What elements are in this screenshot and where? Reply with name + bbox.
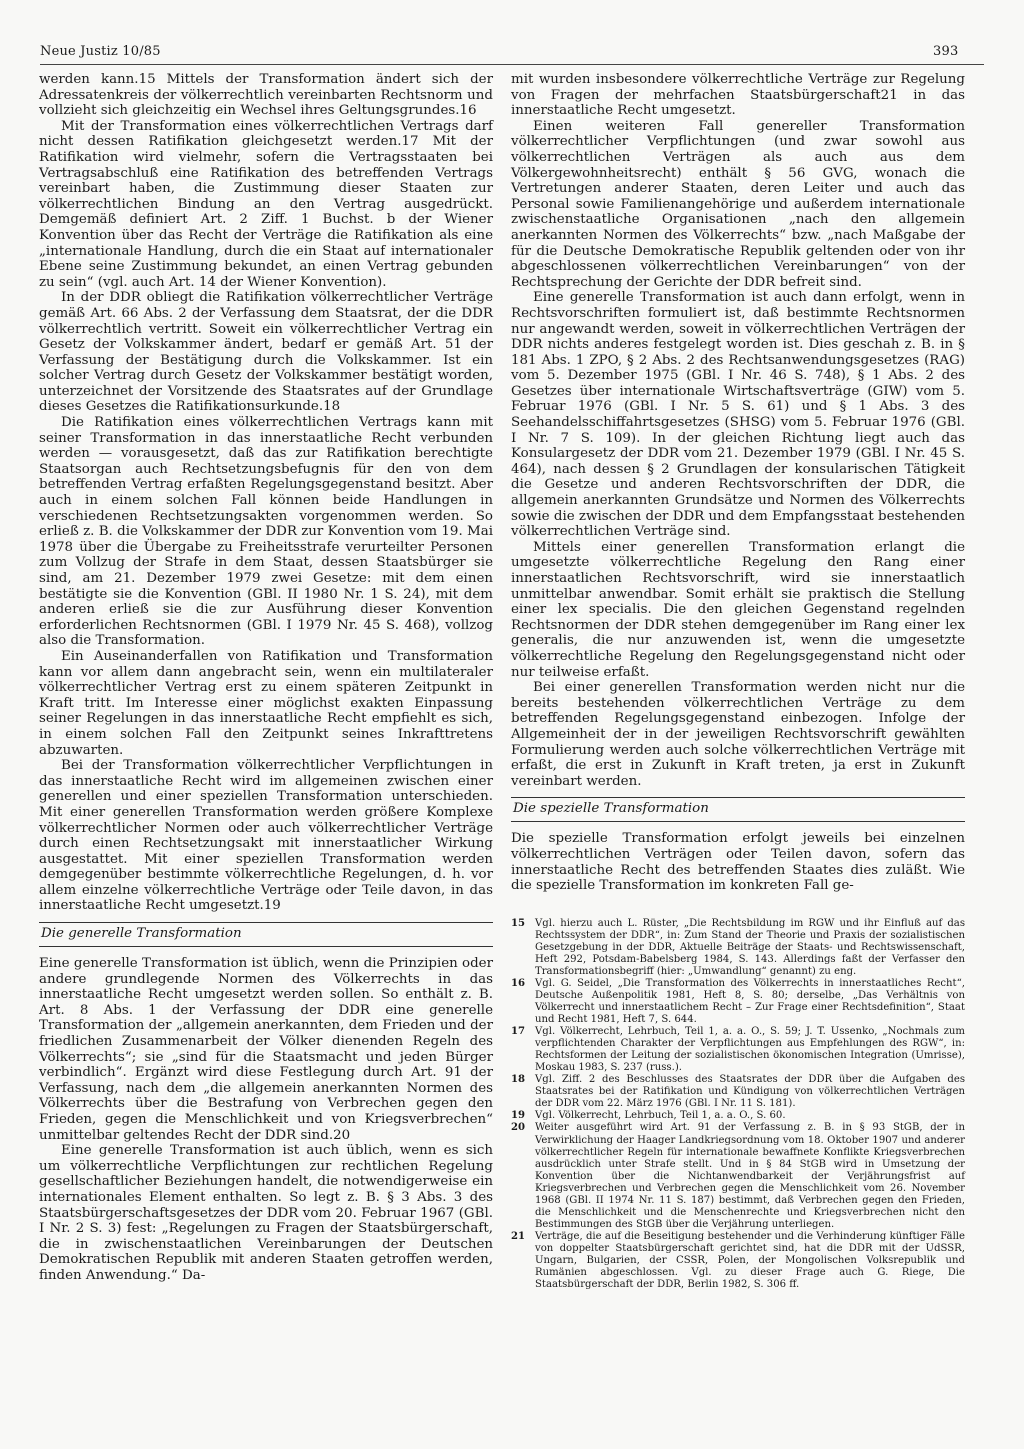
paragraph: Bei einer generellen Transformation werden nicht nur die bereits bestehenden völkerrechtlichen Verträge zu dem betreffenden Regelungsgegenstand einbezogen. Infolge der Allgemeinheit der in der jeweiligen Rechtsvorschrift gewählten Formulierung werden auch solche völkerrechtlichen Verträge mit erfaßt, die erst in Zukunft in Kraft treten, ja erst in Zukunft vereinbart werden.: [511, 680, 965, 789]
paragraph: werden kann.15 Mittels der Transformation ändert sich der Adressatenkreis der völkerrechtlich vereinbarten Rechtsnorm und vollzieht sich gleichzeitig ein Wechsel ihres Geltungsgrundes.16: [39, 72, 493, 119]
footnotes: [511, 918, 965, 1291]
section-heading-generelle: Die generelle Transformation: [39, 922, 493, 947]
paragraph: Die spezielle Transformation erfolgt jeweils bei einzelnen völkerrechtlichen Verträgen oder Teilen davon, sofern das innerstaatliche Recht des betreffenden Staates dies zuläßt. Wie die spezielle Transformation im konkreten Fall ge-: [511, 831, 965, 894]
right-column: [511, 72, 965, 1291]
paragraph: Eine generelle Transformation ist auch üblich, wenn es sich um völkerrechtliche Verpflichtungen zur rechtlichen Regelung gesellschaftlicher Beziehungen handelt, die notwendigerweise ein internationales Element enthalten. So legt z. B. § 3 Abs. 3 des Staatsbürgerschaftsgesetzes der DDR vom 20. Februar 1967 (GBl. I Nr. 2 S. 3) fest: „Regelungen zu Fragen der Staatsbürgerschaft, die in zwischenstaatlichen Vereinbarungen der Deutschen Demokratischen Republik mit anderen Staaten getroffen werden, finden Anwendung.“ Da-: [39, 1143, 493, 1283]
journal-header: Neue Justiz 10/85: [40, 44, 161, 59]
paragraph: mit wurden insbesondere völkerrechtliche Verträge zur Regelung von Fragen der mehrfachen Staatsbürgerschaft21 in das innerstaatliche Recht umgesetzt.: [511, 72, 965, 119]
right-paragraphs-top: [511, 72, 965, 789]
footnote-number: 15: [511, 917, 526, 929]
footnote: [511, 1231, 965, 1291]
paragraph: Eine generelle Transformation ist üblich, wenn die Prinzipien oder andere grundlegende Normen des Völkerrechts in das innerstaatliche Recht umgesetzt werden sollen. So enthält z. B. Art. 8 Abs. 1 der Verfassung der DDR eine generelle Transformation der „allgemein anerkannten, dem Frieden und der friedlichen Zusammenarbeit der Völker dienenden Regeln des Völkerrechts“; sie „sind für die Staatsmacht und jeden Bürger verbindlich“. Ergänzt wird diese Festlegung durch Art. 91 der Verfassung, nach dem „die allgemein anerkannten Normen des Völkerrechts über die Bestrafung von Verbrechen gegen den Frieden, gegen die Menschlichkeit und von Kriegsverbrechen“ unmittelbar geltendes Recht der DDR sind.20: [39, 956, 493, 1143]
footnote-number: 16: [511, 977, 526, 989]
paragraph: In der DDR obliegt die Ratifikation völkerrechtlicher Verträge gemäß Art. 66 Abs. 2 der Verfassung dem Staatsrat, der die DDR völkerrechtlich vertritt. Soweit ein völkerrechtlicher Vertrag ein Gesetz der Volkskammer ändert, bedarf er gemäß Art. 51 der Verfassung der Bestätigung durch die Volkskammer. Ist ein solcher Vertrag durch Gesetz der Volkskammer bestätigt worden, unterzeichnet der Vorsitzende des Staatsrates auf der Grundlage dieses Gesetzes die Ratifikationsurkunde.18: [39, 290, 493, 415]
footnote-text: Vgl. Ziff. 2 des Beschlusses des Staatsrates der DDR über die Aufgaben des Staatsrates bei der Ratifikation und Kündigung von völkerrechtlichen Verträgen der DDR vom 22. März 1976 (GBl. I Nr. 11 S. 181).: [535, 1074, 965, 1110]
footnote: [511, 978, 965, 1026]
footnote-number: 18: [511, 1074, 526, 1086]
footnote: [511, 918, 965, 978]
footnote-number: 20: [511, 1122, 526, 1134]
footnote-text: Vgl. G. Seidel, „Die Transformation des Völkerrechts in innerstaatliches Recht“, Deutsche Außenpolitik 1981, Heft 8, S. 80; derselbe, „Das Verhältnis von Völkerrecht und innerstaatlichem Recht – Zur Frage einer Rechtsdefinition“, Staat und Recht 1981, Heft 7, S. 644.: [535, 977, 965, 1026]
paragraph: Mittels einer generellen Transformation erlangt die umgesetzte völkerrechtliche Regelung den Rang einer innerstaatlichen Rechtsvorschrift, wird sie innerstaatlich unmittelbar anwendbar. Somit erhält sie praktisch die Stellung einer lex specialis. Die den gleichen Gegenstand regelnden Rechtsnormen der DDR stehen demgegenüber im Rang einer lex generalis, die nur anzuwenden ist, wenn die umgesetzte völkerrechtliche Regelung den Regelungsgegenstand nicht oder nur teilweise erfaßt.: [511, 539, 965, 680]
footnote: [511, 1074, 965, 1110]
paragraph: Eine generelle Transformation ist auch dann erfolgt, wenn in Rechtsvorschriften formuliert ist, daß bestimmte Rechtsnormen nur angewandt werden, soweit in völkerrechtlichen Verträgen der DDR nichts anderes festgelegt worden ist. Dies geschah z. B. in § 181 Abs. 1 ZPO, § 2 Abs. 2 des Rechtsanwendungsgesetzes (RAG) vom 5. Dezember 1975 (GBl. I Nr. 46 S. 748), § 1 Abs. 2 des Gesetzes über internationale Wirtschaftsverträge (GIW) vom 5. Februar 1976 (GBl. I Nr. 5 S. 61) und § 1 Abs. 3 des Seehandelsschiffahrtsgesetzes (SHSG) vom 5. Februar 1976 (GBl. I Nr. 7 S. 109). In der gleichen Richtung liegt auch das Konsulargesetz der DDR vom 21. Dezember 1979 (GBl. I Nr. 45 S. 464), nach dessen § 2 Grundlagen der konsularischen Tätigkeit die Gesetze und anderen Rechtsvorschriften der DDR, die allgemein anerkannten Grundsätze und Normen des Völkerrechts sowie die zwischen der DDR und dem Empfangsstaat bestehenden völkerrechtlichen Verträge sind.: [511, 290, 965, 540]
footnote-number: 19: [511, 1110, 526, 1122]
footnote: [511, 1110, 965, 1122]
paragraph: Einen weiteren Fall genereller Transformation völkerrechtlicher Verpflichtungen (und zwar sowohl aus völkerrechtlichen Verträgen als auch aus dem Völkergewohnheitsrecht) enthält § 56 GVG, wonach die Vertretungen anderer Staaten, deren Leiter und auch das Personal sowie Familienangehörige und außerdem internationale zwischenstaatliche Organisationen „nach den allgemein anerkannten Normen des Völkerrechts“ bzw. „nach Maßgabe der für die Deutsche Demokratische Republik geltenden oder von ihr abgeschlossenen völkerrechtlichen Vereinbarungen“ von der Rechtsprechung der Gerichte der DDR befreit sind.: [511, 118, 965, 290]
left-paragraphs-bottom: [39, 956, 493, 1283]
footnote-text: Vgl. Völkerrecht, Lehrbuch, Teil 1, a. a. O., S. 59; J. T. Ussenko, „Nochmals zum verpflichtenden Charakter der Verpflichtungen aus Empfehlungen des RGW“, in: Rechtsformen der Leitung der sozialistischen ökonomischen Integration (Umrisse), Moskau 1983, S. 237 (russ.).: [535, 1026, 965, 1074]
right-paragraphs-bottom: [511, 831, 965, 893]
paragraph: Mit der Transformation eines völkerrechtlichen Vertrags darf nicht dessen Ratifikation gleichgesetzt werden.17 Mit der Ratifikation wird vielmehr, sofern die Vertragsstaaten bei Vertragsabschluß eine Ratifikation des betreffenden Vertrags vereinbart haben, die Zustimmung dieser Staaten zur völkerrechtlichen Bindung an den Vertrag ausgedrückt. Demgemäß definiert Art. 2 Ziff. 1 Buchst. b der Wiener Konvention über das Recht der Verträge die Ratifikation als eine „internationale Handlung, durch die ein Staat auf internationaler Ebene seine Zustimmung bekundet, an einen Vertrag gebunden zu sein“ (vgl. auch Art. 14 der Wiener Konvention).: [39, 118, 493, 290]
footnote: [511, 1122, 965, 1230]
footnote-text: Weiter ausgeführt wird Art. 91 der Verfassung z. B. in § 93 StGB, der in Verwirklichung der Haager Landkriegsordnung vom 18. Oktober 1907 und anderer völkerrechtlicher Regeln für internationale bewaffnete Konflikte Kriegsverbrechen ausdrücklich unter Strafe stellt. Und in § 84 StGB wird in Umsetzung der Konvention über die Nichtanwendbarkeit der Verjährungsfrist auf Kriegsverbrechen und Verbrechen gegen die Menschlichkeit vom 26. November 1968 (GBl. II 1974 Nr. 11 S. 187) bestimmt, daß Verbrechen gegen den Frieden, die Menschlichkeit und die Menschenrechte und Kriegsverbrechen nicht den Bestimmungen des StGB über die Verjährung unterliegen.: [535, 1122, 965, 1230]
footnote-text: Vgl. Völkerrecht, Lehrbuch, Teil 1, a. a. O., S. 60.: [535, 1110, 786, 1122]
footnote-number: 21: [511, 1230, 526, 1242]
paragraph: Ein Auseinanderfallen von Ratifikation und Transformation kann vor allem dann angebracht sein, wenn ein multilateraler völkerrechtlicher Vertrag erst zu einem späteren Zeitpunkt in Kraft tritt. Im Interesse einer möglichst exakten Einpassung seiner Regelungen in das innerstaatliche Recht empfiehlt es sich, in einem solchen Fall den Zeitpunkt seines Inkrafttretens abzuwarten.: [39, 648, 493, 758]
page-number: 393: [933, 44, 959, 59]
footnote-number: 17: [511, 1026, 526, 1038]
footnote-text: Vgl. hierzu auch L. Rüster, „Die Rechtsbildung im RGW und ihr Einfluß auf das Rechtssystem der DDR“, in: Zum Stand der Theorie und Praxis der sozialistischen Gesetzgebung in der DDR, Aktuelle Beiträge der Staats- und Rechtswissenschaft, Heft 292, Potsdam-Babelsberg 1984, S. 143. Allerdings faßt der Verfasser den Transformationsbegriff (hier: „Umwandlung“ genannt) zu eng.: [535, 917, 965, 977]
paragraph: Bei der Transformation völkerrechtlicher Verpflichtungen in das innerstaatliche Recht wird im allgemeinen zwischen einer generellen und einer speziellen Transformation unterschieden. Mit einer generellen Transformation werden größere Komplexe völkerrechtlicher Normen oder auch völkerrechtlicher Verträge durch einen Rechtsetzungsakt mit innerstaatlicher Wirkung ausgestattet. Mit einer speziellen Transformation werden demgegenüber bestimmte völkerrechtliche Regelungen, d. h. vor allem einzelne völkerrechtliche Verträge oder Teile davon, in das innerstaatliche Recht umgesetzt.19: [39, 758, 493, 914]
footnote: [511, 1026, 965, 1074]
left-column: [39, 72, 493, 1284]
left-paragraphs-top: [39, 72, 493, 914]
paragraph: Die Ratifikation eines völkerrechtlichen Vertrags kann mit seiner Transformation in das innerstaatliche Recht verbunden werden — vorausgesetzt, daß das zur Ratifikation berechtigte Staatsorgan auch Rechtsetzungsbefugnis für den von dem betreffenden Vertrag erfaßten Regelungsgegenstand besitzt. Aber auch in einem solchen Fall können beide Handlungen in verschiedenen Rechtsetzungsakten vorgenommen werden. So erließ z. B. die Volkskammer der DDR zur Konvention vom 19. Mai 1978 über die Übergabe zu Freiheitsstrafe verurteilter Personen zum Vollzug der Strafe in dem Staat, dessen Staatsbürger sie sind, am 21. Dezember 1979 zwei Gesetze: mit dem einen bestätigte sie die Konvention (GBl. II 1980 Nr. 1 S. 24), mit dem anderen erließ sie die zur Ausführung dieser Konvention erforderlichen Rechtsnormen (GBl. I 1979 Nr. 45 S. 468), vollzog also die Transformation.: [39, 415, 493, 649]
header-rule: [40, 64, 984, 65]
section-heading-spezielle: Die spezielle Transformation: [511, 797, 965, 822]
footnote-text: Verträge, die auf die Beseitigung bestehender und die Verhinderung künftiger Fälle von doppelter Staatsbürgerschaft gerichtet sind, hat die DDR mit der UdSSR, Ungarn, Bulgarien, der CSSR, Polen, der Mongolischen Volksrepublik und Rumänien abgeschlossen. Vgl. zu dieser Frage auch G. Riege, Die Staatsbürgerschaft der DDR, Berlin 1982, S. 306 ff.: [535, 1230, 965, 1291]
